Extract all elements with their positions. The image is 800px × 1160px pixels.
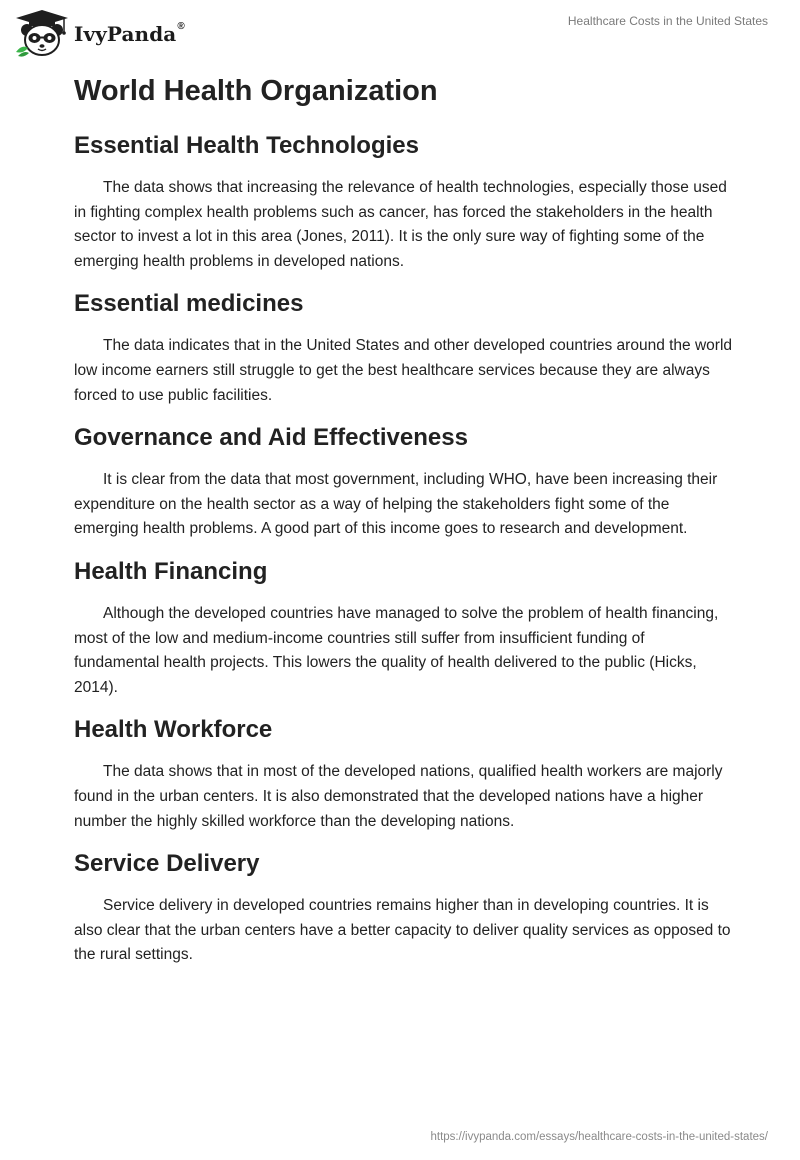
section-paragraph: The data indicates that in the United States and other developed countries around the world low income earners still struggle to get the best healthcare services because they are always forced to use public facilities. [74, 337, 733, 404]
section-heading: Health Workforce [74, 716, 273, 744]
document-title: Healthcare Costs in the United States [567, 14, 768, 28]
section-heading: Essential medicines [74, 290, 304, 318]
panda-graduate-icon [14, 8, 70, 58]
page-title: World Health Organization [74, 75, 438, 107]
section-heading: Essential Health Technologies [74, 132, 419, 159]
registered-mark: ® [177, 21, 185, 32]
section-paragraph: Although the developed countries have managed to solve the problem of health financing, most of the low and medium-income countries still suffer from insufficient funding of fundamental health projects. This lowers the quality of health delivered to the public (Hicks, 2014). [74, 604, 719, 696]
brand-logo[interactable] [14, 8, 185, 58]
article-content [74, 72, 734, 982]
source-url[interactable]: https://ivypanda.com/essays/healthcare-costs-in-the-united-states/ [430, 1131, 768, 1143]
section-paragraph: The data shows that in most of the developed nations, qualified health workers are majorly found in the urban centers. It is also demonstrated that the developed nations have a higher number the highly skilled workforce than the developing nations. [74, 763, 723, 830]
section-heading: Health Financing [74, 557, 268, 585]
page-header [0, 0, 800, 60]
section-heading: Governance and Aid Effectiveness [74, 424, 468, 452]
brand-name: IvyPanda® [74, 21, 185, 46]
section-paragraph: Service delivery in developed countries remains higher than in developing countries. It is also clear that the urban centers have a better capacity to deliver quality services as opposed to the rural settings. [74, 897, 731, 964]
section-paragraph: It is clear from the data that most government, including WHO, have been increasing their expenditure on the health sector as a way of helping the stakeholders fight some of the emerging health problems. A good part of this income goes to research and development. [74, 471, 718, 538]
section-heading: Service Delivery [74, 850, 260, 878]
section-paragraph: The data shows that increasing the relevance of health technologies, especially those used in fighting complex health problems such as cancer, has forced the stakeholders in the health sector to invest a lot in this area (Jones, 2011). It is the only sure way of fighting some of the emerging health problems in developed nations. [74, 179, 727, 270]
